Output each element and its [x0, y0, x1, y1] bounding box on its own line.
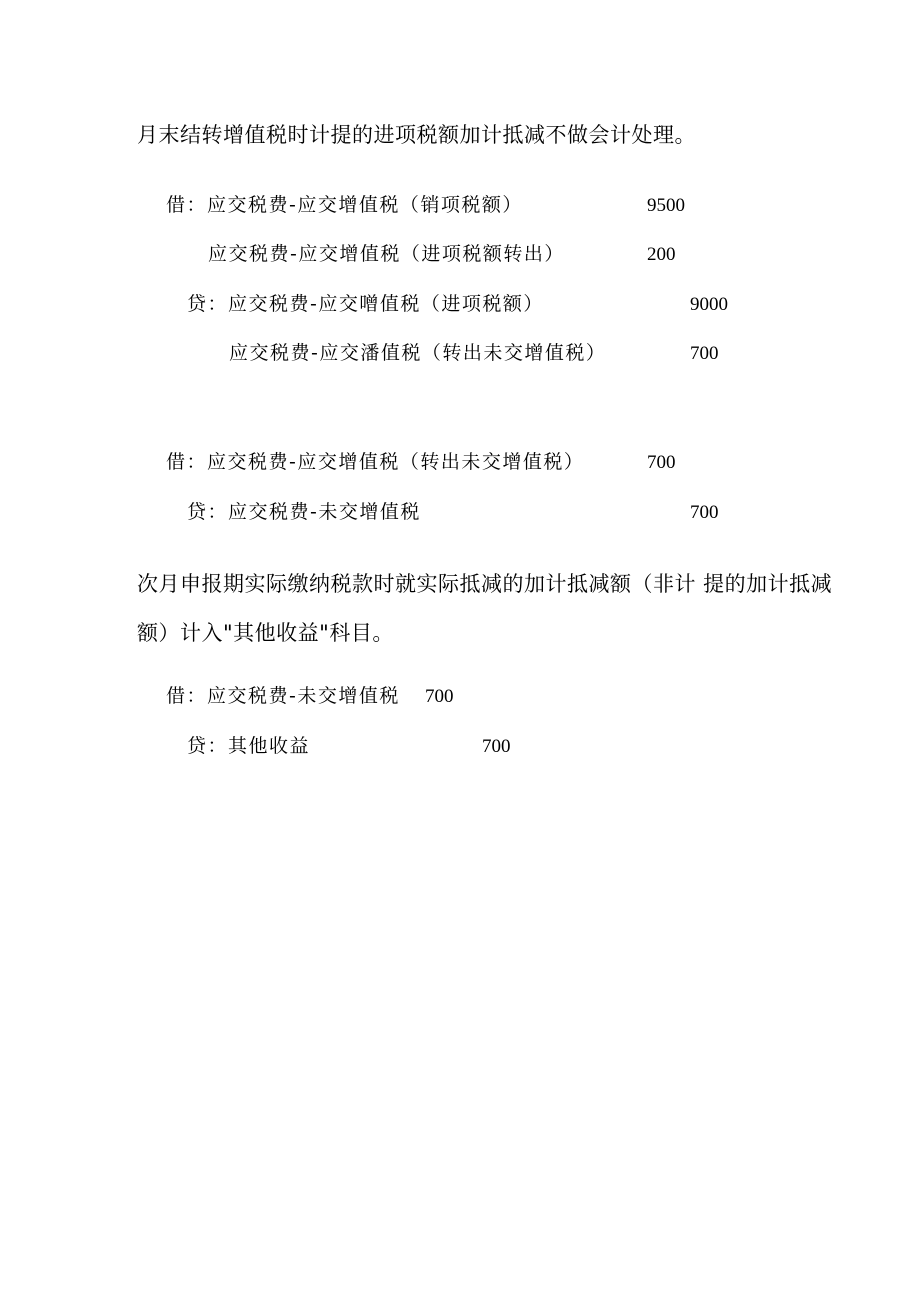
amount-debit-output-tax: 9500: [647, 195, 685, 216]
paragraph-month-end: 月末结转增值税时计提的进项税额加计抵减不做会计处理。: [137, 123, 696, 147]
entry-debit-transfer-unpaid: 借：应交税费-应交增值税（转出未交增值税）: [166, 451, 585, 473]
entry-debit-input-transfer-out: 应交税费-应交增值税（进项税额转出）: [208, 243, 565, 265]
paragraph-next-month-line2: 额）计入"其他收益"科目。: [137, 621, 394, 645]
entry-debit-unpaid-vat: 借：应交税费-未交增值税: [166, 685, 400, 707]
entry-credit-input-tax: 贷：应交税费-应交噌值税（进项税额）: [187, 293, 544, 315]
amount-credit-input-tax: 9000: [690, 294, 728, 315]
amount-credit-unpaid-vat: 700: [690, 502, 719, 523]
entry-debit-output-tax: 借：应交税费-应交增值税（销项税额）: [166, 194, 523, 216]
amount-debit-input-transfer-out: 200: [647, 244, 676, 265]
entry-credit-unpaid-vat: 贷：应交税费-未交增值税: [187, 501, 421, 523]
entry-credit-other-income: 贷：其他收益: [187, 735, 311, 757]
paragraph-next-month-line1: 次月申报期实际缴纳税款时就实际抵减的加计抵减额（非计 提的加计抵减: [137, 572, 833, 596]
entry-credit-transfer-unpaid: 应交税费-应交潘值税（转出未交增值税）: [229, 342, 607, 364]
amount-debit-transfer-unpaid: 700: [647, 452, 676, 473]
amount-debit-unpaid-vat: 700: [425, 686, 454, 707]
amount-credit-other-income: 700: [482, 736, 511, 757]
amount-credit-transfer-unpaid: 700: [690, 343, 719, 364]
